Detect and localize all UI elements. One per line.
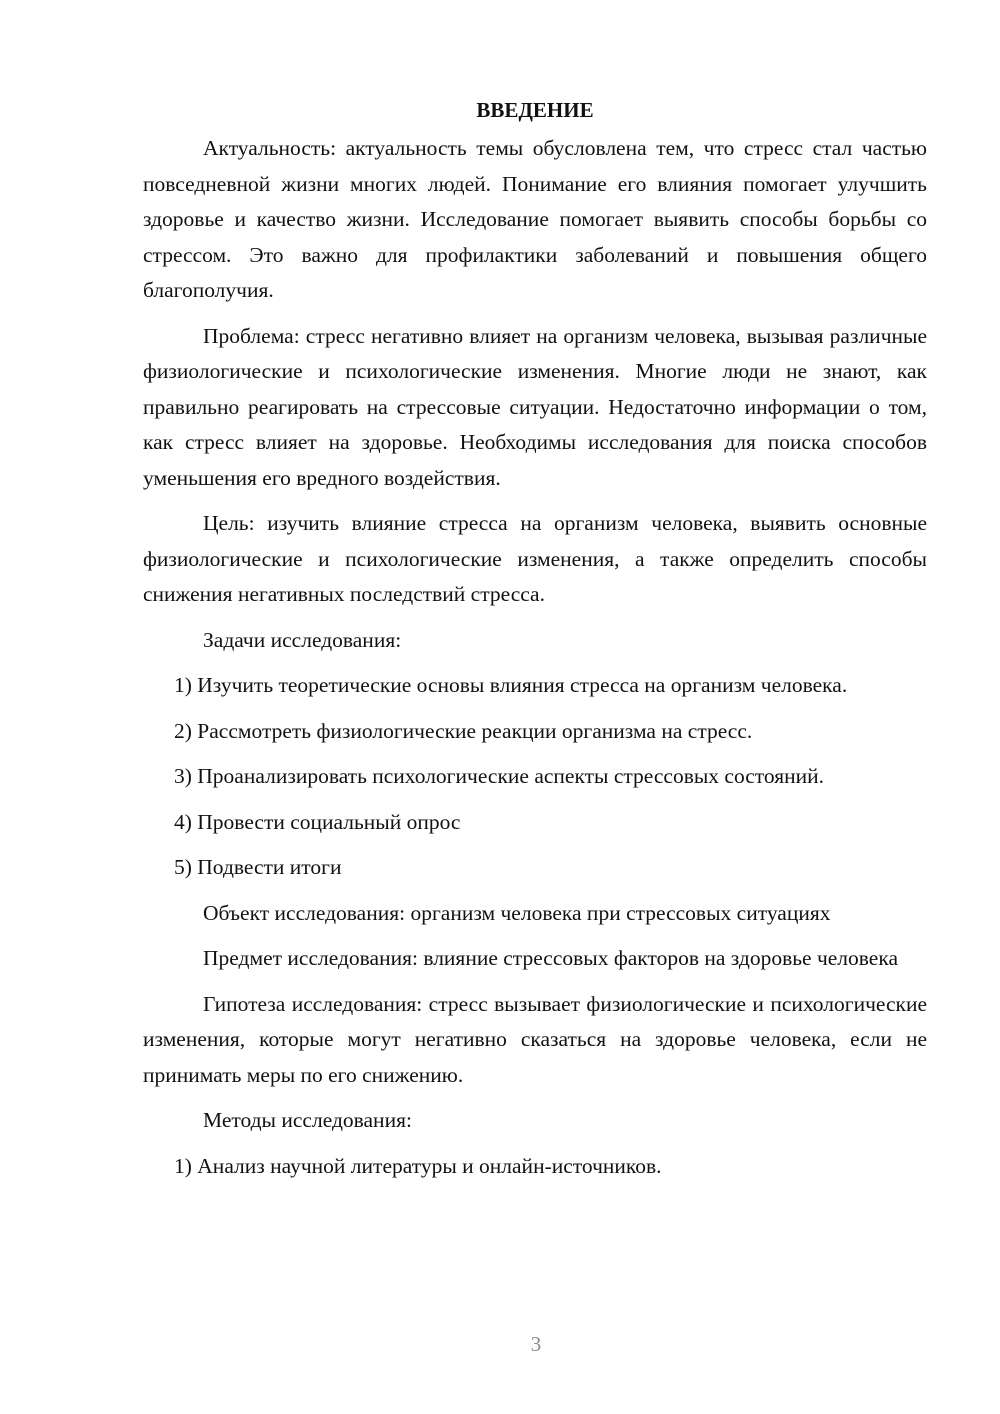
task-item: 5) Подвести итоги bbox=[174, 855, 342, 879]
paragraph-problem: Проблема: стресс негативно влияет на организм человека, вызывая различные физиологические и психологические изменения. Многие люди не знают, как правильно реагировать на стрессовые ситуации. Недостаточно информации о том, как стресс влияет на здоровье. Необходимы исследования для поиска способов уменьшения его вредного воздействия. bbox=[143, 323, 927, 490]
paragraph-subject: Предмет исследования: влияние стрессовых факторов на здоровье человека bbox=[203, 946, 899, 970]
task-item: 2) Рассмотреть физиологические реакции организма на стресс. bbox=[174, 718, 753, 743]
paragraph-relevance: Актуальность: актуальность темы обусловлена тем, что стресс стал частью повседневной жизни многих людей. Понимание его влияния помогает улучшить здоровье и качество жизни. Исследование помогает выявить способы борьбы со стрессом. Это важно для профилактики заболеваний и повышения общего благополучия. bbox=[143, 136, 927, 302]
method-item: 1) Анализ научной литературы и онлайн-источников. bbox=[174, 1153, 662, 1178]
paragraph-goal: Цель: изучить влияние стресса на организм человека, выявить основные физиологические и психологические изменения, а также определить способы снижения негативных последствий стресса. bbox=[143, 511, 927, 606]
task-item: 4) Провести социальный опрос bbox=[174, 809, 461, 834]
page-number: 3 bbox=[530, 1332, 542, 1356]
paragraph-object: Объект исследования: организм человека при стрессовых ситуациях bbox=[203, 900, 831, 925]
page-title: ВВЕДЕНИЕ bbox=[476, 98, 594, 122]
methods-heading: Методы исследования: bbox=[203, 1108, 412, 1132]
paragraph-hypothesis: Гипотеза исследования: стресс вызывает физиологические и психологические изменения, которые могут негативно сказаться на здоровье человека, если не принимать меры по его снижению. bbox=[143, 991, 927, 1087]
task-item: 3) Проанализировать психологические аспекты стрессовых состояний. bbox=[174, 764, 825, 788]
task-item: 1) Изучить теоретические основы влияния стресса на организм человека. bbox=[174, 673, 848, 697]
tasks-heading: Задачи исследования: bbox=[203, 627, 402, 652]
document-page bbox=[143, 92, 927, 1194]
